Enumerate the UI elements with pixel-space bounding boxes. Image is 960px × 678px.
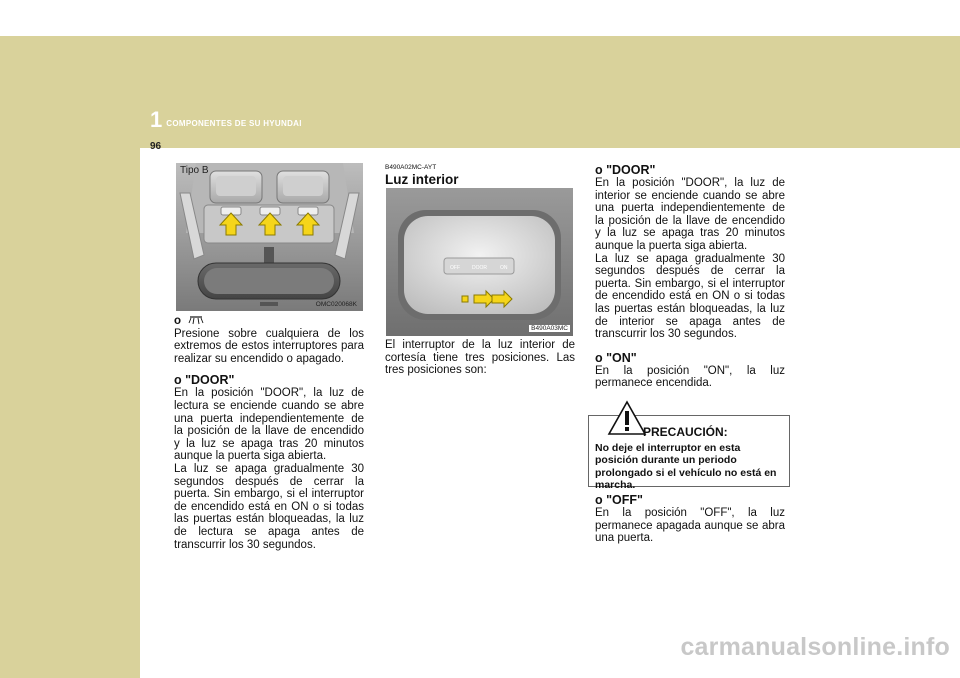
page-number: 96 <box>150 141 162 152</box>
middle-intro-text: El interruptor de la luz interior de cortesía tiene tres posiciones. Las tres posiciones son: <box>385 339 575 377</box>
middle-text <box>385 339 575 377</box>
switch-label-door: DOOR <box>472 265 487 271</box>
overhead-console-figure <box>176 163 363 311</box>
interior-light-figure <box>386 188 573 336</box>
interior-light-illustration <box>386 188 573 336</box>
left-door-text: En la posición "DOOR", la luz de lectura se enciende cuando se abre una puerta independientemente de la posición de la llave de encendido y la luz se apaga tras 20 minutos aunque la puerta siga abierta. <box>174 387 364 463</box>
figure-code: OMC020068K <box>315 301 357 308</box>
switch-label-on: ON <box>500 265 508 271</box>
icon-item <box>174 315 364 328</box>
right-door-heading: o "DOOR" <box>595 163 656 177</box>
caution-text: No deje el interruptor en esta posición durante un periodo prolongado si el vehículo no está en marcha. <box>595 442 777 492</box>
figure-code-middle: B490A03MC <box>531 325 568 332</box>
right-on-text: En la posición "ON", la luz permanece encendida. <box>595 364 785 390</box>
side-band <box>0 148 140 678</box>
right-column <box>595 163 785 390</box>
watermark: carmanualsonline.info <box>680 633 950 661</box>
middle-column <box>385 164 575 187</box>
left-door-heading: o "DOOR" <box>174 373 235 388</box>
right-door-text-2: La luz se apaga gradualmente 30 segundos después de cerrar la puerta. Sin embargo, si el interruptor de encendido está en ON o si todas las puertas están bloqueadas, la luz de interior se apaga antes de transcurrir los 30 segundos. <box>595 252 785 341</box>
section-code: B490A02MC-AYT <box>385 164 437 171</box>
figure-tag: Tipo B <box>180 165 209 176</box>
right-column-lower <box>595 493 785 545</box>
caution-box <box>588 415 790 492</box>
icon-item-bullet: o <box>174 315 182 327</box>
reading-lamp-icon <box>188 315 204 325</box>
right-off-heading: o "OFF" <box>595 493 643 507</box>
chapter-title: COMPONENTES DE SU HYUNDAI <box>166 119 302 128</box>
caution-title: PRECAUCIÓN: <box>643 425 728 439</box>
icon-item-text: Presione sobre cualquiera de los extremos de estos interruptores para realizar su encendido o apagado. <box>174 327 364 365</box>
switch-label-off: OFF <box>450 265 460 271</box>
section-title: Luz interior <box>385 172 459 187</box>
warning-triangle-icon <box>607 400 647 436</box>
right-on-heading: o "ON" <box>595 350 637 365</box>
chapter-number: 1 <box>150 107 163 132</box>
right-door-text: En la posición "DOOR", la luz de interior se enciende cuando se abre una puerta independientemente de la posición de la llave de encendido y la luz se apaga tras 20 minutos aunque la puerta siga abierta. <box>595 177 785 252</box>
right-off-text: En la posición "OFF", la luz permanece apagada aunque se abra una puerta. <box>595 507 785 545</box>
left-door-text-2: La luz se apaga gradualmente 30 segundos después de cerrar la puerta. Sin embargo, si el interruptor de encendido está en ON o si todas las puertas están bloqueadas, la luz de lectura se apaga antes de transcurrir los 30 segundos. <box>174 462 364 551</box>
chapter-header <box>150 107 302 132</box>
header-band <box>0 36 960 148</box>
overhead-console-illustration <box>176 163 363 311</box>
left-column <box>174 315 364 551</box>
